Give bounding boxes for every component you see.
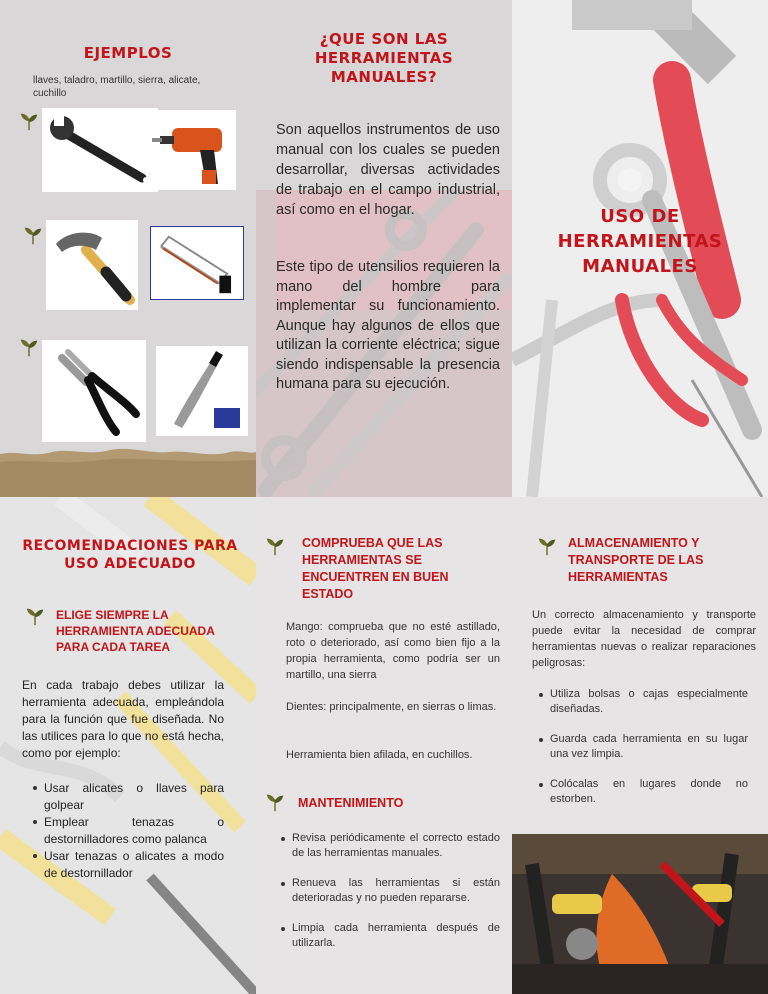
hammer-image bbox=[46, 220, 138, 310]
maintenance-list bbox=[278, 831, 500, 951]
intro-paragraph-2: Este tipo de utensilios requieren la mano del hombre para implementar su funcionamiento. Aunque hay algunos de ellos que utilizan la corriente eléctrica; sigue siendo indispensable la presencia humana para su ejecución. bbox=[276, 259, 500, 392]
cover-panel bbox=[512, 0, 768, 497]
examples-text: llaves, taladro, martillo, sierra, alicate, cuchillo bbox=[33, 75, 201, 99]
check-title: COMPRUEBA QUE LAS HERRAMIENTAS SE ENCUENTREN EN BUEN ESTADO bbox=[302, 536, 449, 601]
leaf-icon bbox=[264, 791, 286, 813]
leaf-icon bbox=[22, 224, 44, 246]
machete-image bbox=[156, 346, 248, 436]
list-item: Limpia cada herramienta después de utilizarla. bbox=[278, 921, 500, 951]
recommendations-title: RECOMENDACIONES PARA USO ADECUADO bbox=[22, 538, 238, 572]
storage-list bbox=[536, 687, 748, 807]
intro-panel bbox=[256, 0, 512, 497]
leaf-icon bbox=[264, 535, 286, 557]
recommendations-text: En cada trabajo debes utilizar la herramienta adecuada, empleándola para la función que fue diseñada. No las utilices para lo que no está hecha, como por ejemplo: bbox=[22, 678, 224, 760]
recommendations-panel bbox=[0, 497, 256, 994]
list-item: Usar tenazas o alicates a modo de destornillador bbox=[30, 848, 224, 882]
pliers-image bbox=[42, 340, 146, 442]
recommendations-list bbox=[30, 780, 224, 882]
leaf-icon bbox=[18, 110, 40, 132]
list-item: Emplear tenazas o destornilladores como palanca bbox=[30, 814, 224, 848]
dirt-border bbox=[0, 440, 256, 497]
toolbag-image bbox=[512, 834, 768, 994]
drill-image bbox=[152, 110, 236, 190]
intro-paragraph-1: Son aquellos instrumentos de uso manual con los cuales se pueden desarrollar, diversas actividades de trabajo en el campo industrial, así como en el hogar. bbox=[276, 122, 500, 218]
examples-title: EJEMPLOS bbox=[83, 44, 173, 62]
storage-panel bbox=[512, 497, 768, 994]
list-item: Renueva las herramientas si están deterioradas y no pueden repararse. bbox=[278, 876, 500, 906]
list-item: Revisa periódicamente el correcto estado de las herramientas manuales. bbox=[278, 831, 500, 861]
list-item: Utiliza bolsas o cajas especialmente diseñadas. bbox=[536, 687, 748, 717]
leaf-icon bbox=[536, 535, 558, 557]
storage-title: ALMACENAMIENTO Y TRANSPORTE DE LAS HERRAMIENTAS bbox=[568, 536, 704, 584]
check-panel bbox=[256, 497, 512, 994]
list-item: Usar alicates o llaves para golpear bbox=[30, 780, 224, 814]
intro-title: ¿QUE SON LAS HERRAMIENTAS MANUALES? bbox=[314, 30, 454, 86]
check-paragraph-3: Herramienta bien afilada, en cuchillos. bbox=[286, 749, 473, 761]
examples-panel bbox=[0, 0, 256, 497]
wrench-image bbox=[42, 108, 158, 192]
list-item: Colócalas en lugares donde no estorben. bbox=[536, 777, 748, 807]
maintenance-title: MANTENIMIENTO bbox=[298, 796, 404, 810]
hacksaw-image bbox=[150, 226, 244, 300]
list-item: Guarda cada herramienta en su lugar una vez limpia. bbox=[536, 732, 748, 762]
check-paragraph-1: Mango: comprueba que no esté astillado, roto o deteriorado, así como bien fijo a la propia herramienta, como podría ser un martillo, una sierra bbox=[286, 621, 500, 681]
storage-text: Un correcto almacenamiento y transporte puede evitar la necesidad de comprar herramientas nuevas o realizar reparaciones peligrosas: bbox=[532, 609, 756, 669]
leaf-icon bbox=[18, 336, 40, 358]
leaf-icon bbox=[24, 605, 46, 627]
cover-title: USO DE HERRAMIENTAS MANUALES bbox=[557, 206, 723, 277]
recommendations-subtitle: ELIGE SIEMPRE LA HERRAMIENTA ADECUADA PARA CADA TAREA bbox=[56, 608, 215, 654]
check-paragraph-2: Dientes: principalmente, en sierras o limas. bbox=[286, 701, 497, 713]
